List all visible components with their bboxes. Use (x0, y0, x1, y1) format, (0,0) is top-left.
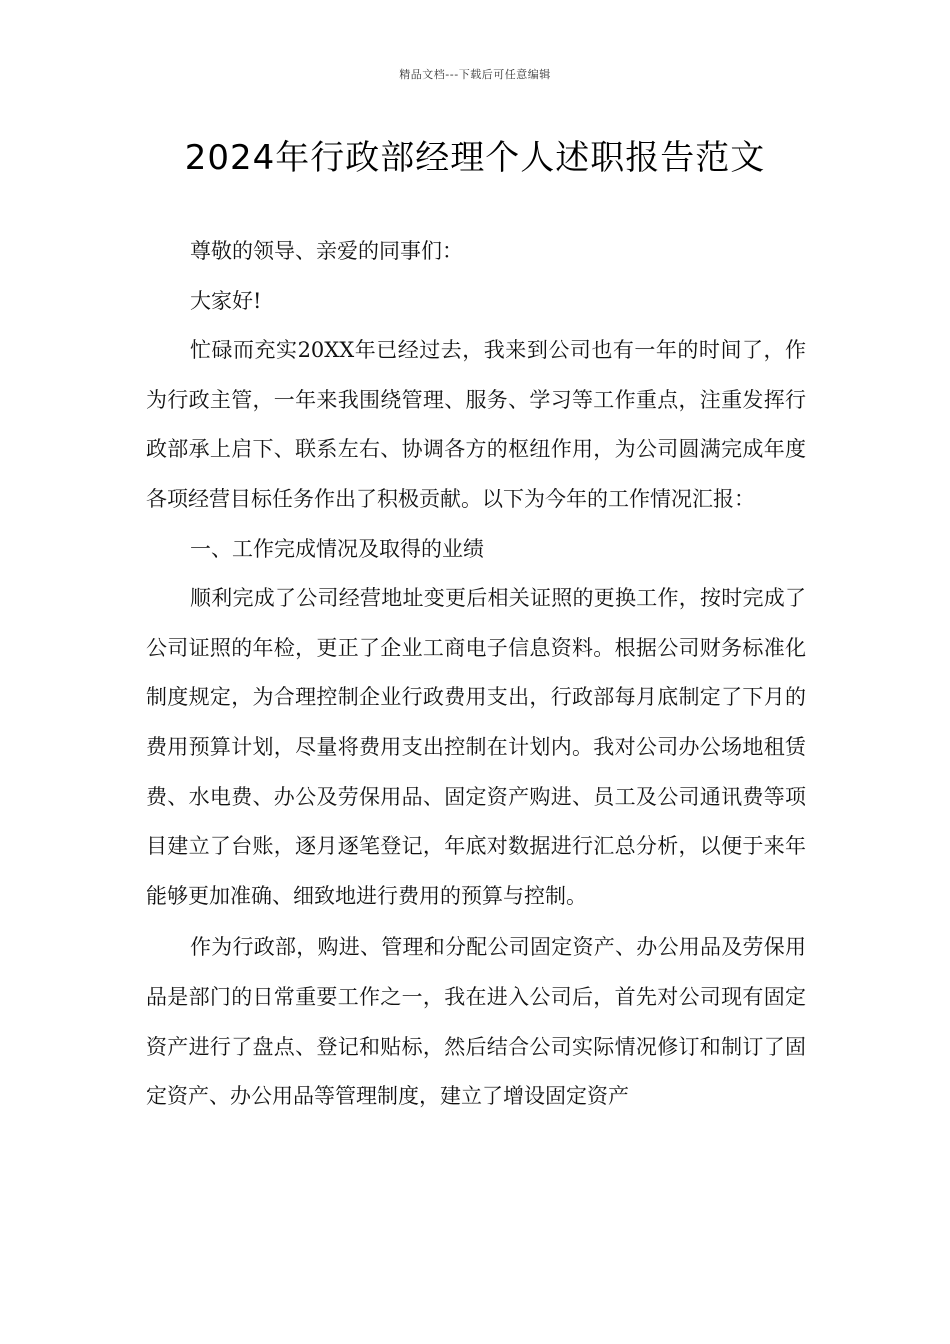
header-note: 精品文档---下载后可任意编辑 (399, 68, 551, 81)
greeting-paragraph: 大家好! (190, 288, 262, 313)
intro-paragraph: 忙碌而充实20XX年已经过去，我来到公司也有一年的时间了，作为行政主管，一年来我围绕管理、服务、学习等工作重点，注重发挥行政部承上启下、联系左右、协调各方的枢纽作用，为公司圆满完成年度各项经营目标任务作出了积极贡献。以下为今年的工作情况汇报： (146, 338, 806, 511)
document-body (146, 227, 806, 1122)
body-paragraph: 作为行政部，购进、管理和分配公司固定资产、办公用品及劳保用品是部门的日常重要工作之一，我在进入公司后，首先对公司现有固定资产进行了盘点、登记和贴标，然后结合公司实际情况修订和制订了固定资产、办公用品等管理制度，建立了增设固定资产 (146, 935, 806, 1109)
section-heading: 一、工作完成情况及取得的业绩 (190, 536, 484, 561)
body-paragraph: 顺利完成了公司经营地址变更后相关证照的更换工作，按时完成了公司证照的年检，更正了企业工商电子信息资料。根据公司财务标准化制度规定，为合理控制企业行政费用支出，行政部每月底制定了下月的费用预算计划，尽量将费用支出控制在计划内。我对公司办公场地租赁费、水电费、办公及劳保用品、固定资产购进、员工及公司通讯费等项目建立了台账，逐月逐笔登记，年底对数据进行汇总分析，以便于来年能够更加准确、细致地进行费用的预算与控制。 (146, 586, 806, 908)
salutation-paragraph: 尊敬的领导、亲爱的同事们： (190, 239, 463, 263)
page-title: 2024年行政部经理个人述职报告范文 (184, 138, 766, 178)
